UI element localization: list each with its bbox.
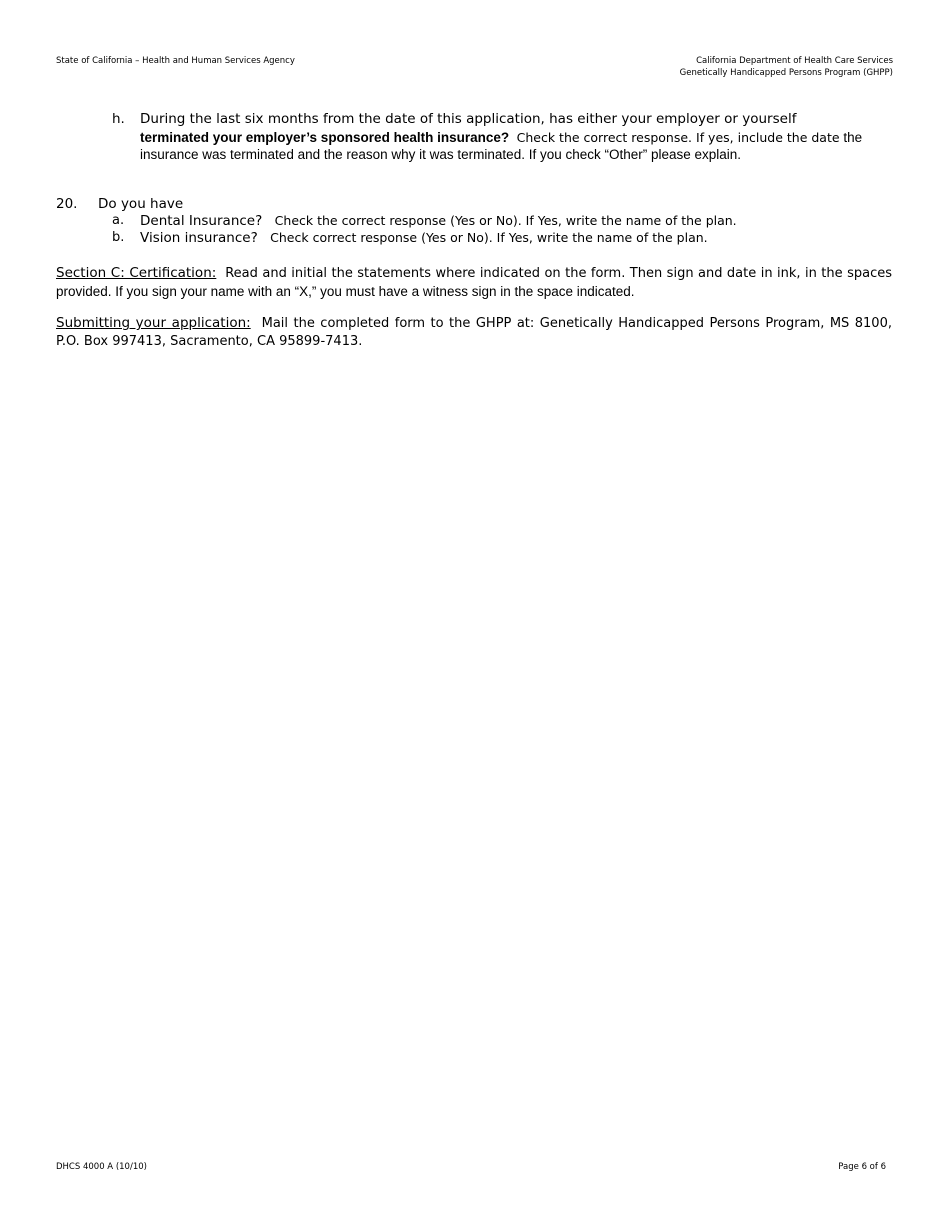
question-text: Do you have	[98, 196, 184, 212]
item-rest: Check the correct response (Yes or No). If Yes, write the name of the plan.	[274, 213, 737, 228]
item-marker: b.	[112, 230, 125, 245]
item-marker: h.	[112, 111, 125, 127]
footer-form-id: DHCS 4000 A (10/10)	[56, 1162, 147, 1172]
item-lead: Vision insurance?	[140, 230, 258, 246]
header-agency: State of California – Health and Human Services Agency	[56, 56, 295, 66]
item-lead: Dental Insurance?	[140, 213, 263, 229]
item-text	[140, 230, 708, 246]
section-c-text-2: provided. If you sign your name with an “X,” you must have a witness sign in the space indicated.	[56, 284, 635, 299]
section-c-text-1: Read and initial the statements where indicated on the form. Then sign and date in ink, in the spaces	[225, 266, 893, 281]
submitting-application	[56, 314, 892, 351]
item-rest: Check correct response (Yes or No). If Yes, write the name of the plan.	[270, 230, 708, 245]
footer-page-number: Page 6 of 6	[838, 1162, 886, 1172]
item-h-body	[140, 129, 900, 163]
item-marker: a.	[112, 213, 125, 228]
item-text	[140, 213, 737, 229]
item-h-rest-1: Check the correct response. If yes, include the date	[516, 130, 840, 145]
section-c-certification	[56, 264, 892, 302]
item-h-rest-2: the insurance was terminated and the reason why it was terminated. If you check “Other” please explain.	[140, 130, 863, 162]
submitting-heading: Submitting your application:	[56, 315, 251, 331]
header-department	[680, 55, 893, 79]
question-number: 20.	[56, 196, 78, 212]
submitting-text: Mail the completed form to the GHPP at: Genetically Handicapped Persons Program, MS 8100, P.O. Box 997413, Sacramento, CA 95899-7413.	[56, 316, 892, 349]
section-c-heading: Section C: Certification:	[56, 265, 217, 281]
item-h-line1: During the last six months from the date of this application, has either your employer or yourself	[140, 111, 797, 127]
header-program-name: Genetically Handicapped Persons Program (GHPP)	[679, 68, 893, 78]
item-h-bold-text: terminated your employer’s sponsored health insurance?	[140, 130, 510, 145]
header-department-name: California Department of Health Care Services	[696, 56, 893, 66]
